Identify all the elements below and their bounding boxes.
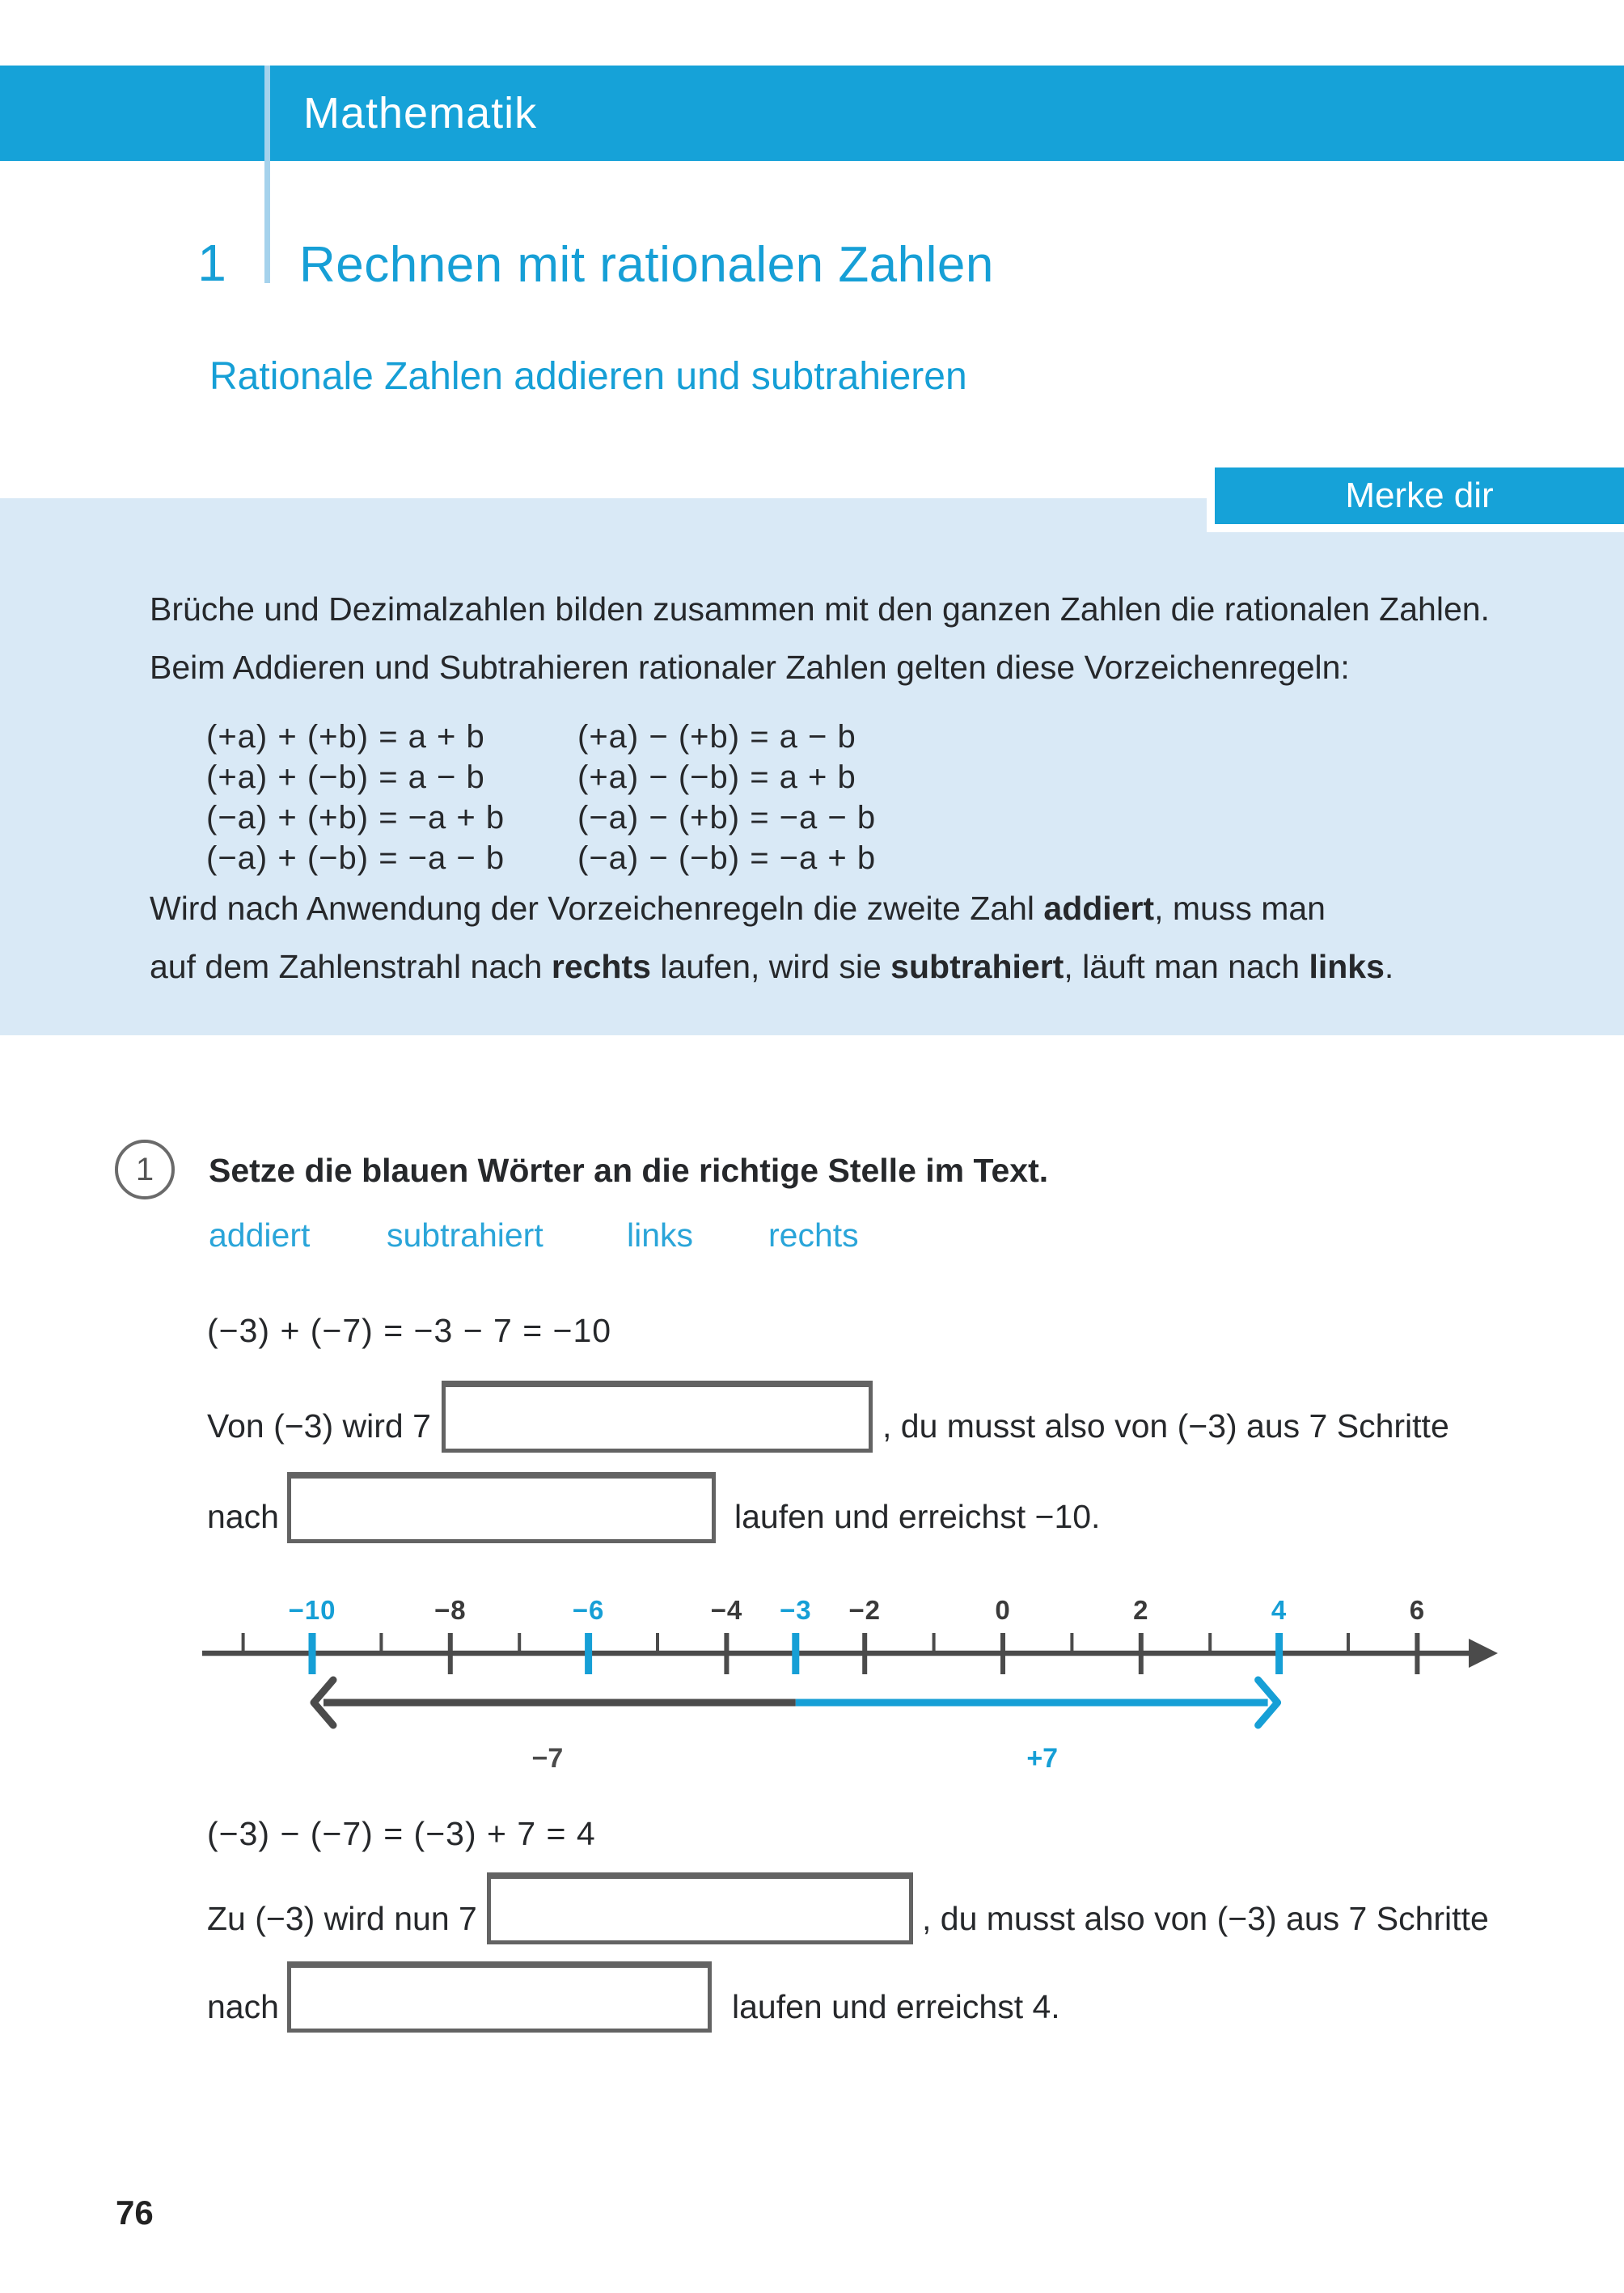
sign-rule: (+a) + (+b) = a + b [206, 719, 485, 755]
sentence1-line2-before: nach [207, 1498, 279, 1535]
sign-rule: (−a) + (−b) = −a − b [206, 840, 505, 876]
sign-rule: (+a) + (−b) = a − b [206, 759, 485, 795]
answer-box-4[interactable] [287, 1961, 712, 2033]
tick-label-0: 0 [995, 1595, 1011, 1625]
answer-box-2[interactable] [287, 1472, 716, 1543]
chapter-title: Rechnen mit rationalen Zahlen [299, 237, 994, 293]
word-bank-item: addiert [209, 1216, 311, 1254]
sentence2-line2-after: laufen und erreichst 4. [732, 1988, 1060, 2025]
sign-rules-addition [206, 717, 505, 878]
tick-label--3: −3 [779, 1595, 812, 1625]
merke-badge: Merke dir [1207, 467, 1624, 532]
equation-addition: (−3) + (−7) = −3 − 7 = −10 [207, 1312, 612, 1349]
tick-label--8: −8 [433, 1595, 467, 1625]
tick-label-4: 4 [1271, 1595, 1288, 1625]
tick-label--4: −4 [710, 1595, 743, 1625]
sentence2-line2-before: nach [207, 1988, 279, 2025]
exercise-number-circle [115, 1140, 175, 1199]
sign-rule: (−a) − (−b) = −a + b [577, 840, 877, 876]
equation-subtraction: (−3) − (−7) = (−3) + 7 = 4 [207, 1815, 596, 1852]
chapter-divider-line [264, 66, 270, 283]
exercise-instruction: Setze die blauen Wörter an die richtige Stelle im Text. [209, 1152, 1049, 1189]
sign-rule: (−a) + (+b) = −a + b [206, 800, 505, 836]
subject-title: Mathematik [303, 89, 538, 137]
page-number: 76 [116, 2194, 154, 2232]
info-text-line1: Brüche und Dezimalzahlen bilden zusammen mit den ganzen Zahlen die rationalen Zahlen. [150, 590, 1490, 628]
number-line-diagram [0, 1569, 1624, 1787]
sentence2-after: , du musst also von (−3) aus 7 Schritte [922, 1900, 1489, 1937]
exercise-number: 1 [135, 1151, 154, 1187]
word-bank [0, 1216, 1624, 1257]
sentence1-line2-after: laufen und erreichst −10. [734, 1498, 1101, 1535]
word-bank-item: subtrahiert [387, 1216, 543, 1254]
sentence1-before: Von (−3) wird 7 [207, 1407, 431, 1445]
sentence2-before: Zu (−3) wird nun 7 [207, 1900, 477, 1937]
sign-rule: (−a) − (+b) = −a − b [577, 800, 877, 836]
subject-header-bar [0, 66, 1624, 161]
sign-rules-subtraction [577, 717, 876, 878]
sentence1-after: , du musst also von (−3) aus 7 Schritte [882, 1407, 1449, 1445]
chapter-number: 1 [197, 234, 226, 292]
jump-label-right: +7 [1026, 1743, 1059, 1774]
jump-label-left: −7 [531, 1743, 564, 1774]
axis-arrowhead-icon [1469, 1639, 1498, 1668]
answer-box-3[interactable] [487, 1872, 913, 1944]
tick-label--2: −2 [848, 1595, 882, 1625]
tick-label--6: −6 [572, 1595, 605, 1625]
sign-rule: (+a) − (+b) = a − b [577, 719, 856, 755]
tick-label-6: 6 [1409, 1595, 1426, 1625]
info-text-line2: Beim Addieren und Subtrahieren rationaler Zahlen gelten diese Vorzeichenregeln: [150, 649, 1350, 686]
word-bank-item: rechts [768, 1216, 859, 1254]
info-note-line2: auf dem Zahlenstrahl nach rechts laufen, wird sie subtrahiert, läuft man nach links. [150, 948, 1394, 985]
info-note-line1: Wird nach Anwendung der Vorzeichenregeln die zweite Zahl addiert, muss man [150, 890, 1326, 927]
tick-label--10: −10 [288, 1595, 336, 1625]
tick-label-2: 2 [1133, 1595, 1149, 1625]
sign-rule: (+a) − (−b) = a + b [577, 759, 856, 795]
section-title: Rationale Zahlen addieren und subtrahieren [209, 355, 967, 398]
answer-box-1[interactable] [442, 1381, 873, 1453]
word-bank-item: links [627, 1216, 694, 1254]
